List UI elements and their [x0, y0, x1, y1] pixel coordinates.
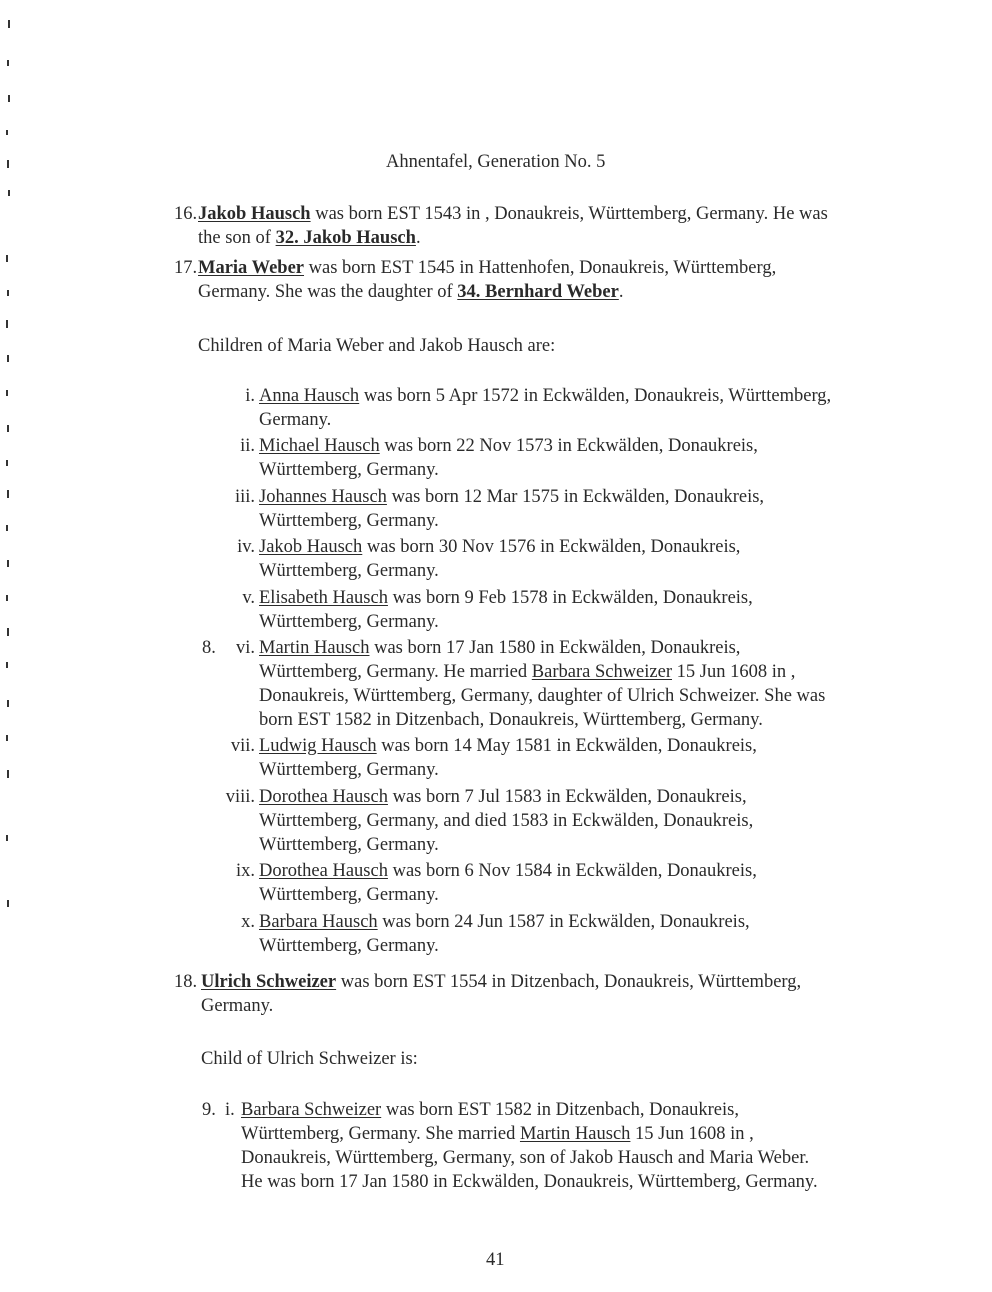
person-link[interactable]: Martin Hausch — [259, 638, 370, 658]
entry-number: 17. — [174, 258, 198, 278]
entry-18-line-2: Germany. — [201, 996, 274, 1016]
child-roman: x. — [241, 912, 255, 932]
person-link[interactable]: Jakob Hausch — [198, 204, 311, 224]
person-link[interactable]: Michael Hausch — [259, 436, 380, 456]
child-line: Württemberg, Germany. — [259, 760, 439, 780]
child-roman: i. — [245, 386, 255, 406]
person-link[interactable]: Jakob Hausch — [259, 537, 363, 557]
person-link[interactable]: Barbara Hausch — [259, 912, 378, 932]
person-link[interactable]: Anna Hausch — [259, 386, 360, 406]
person-link[interactable]: Maria Weber — [198, 258, 305, 278]
child-line: Württemberg, Germany. — [259, 511, 439, 531]
child-roman: vii. — [230, 736, 255, 756]
person-link[interactable]: Ludwig Hausch — [259, 736, 377, 756]
child-line: born EST 1582 in Ditzenbach, Donaukreis, Württemberg, Germany. — [259, 710, 763, 730]
child-line: Jakob Hausch was born 30 Nov 1576 in Eckwälden, Donaukreis, — [259, 537, 741, 557]
child-roman: v. — [242, 588, 255, 608]
child-roman: i. — [225, 1100, 235, 1120]
child-line: Dorothea Hausch was born 6 Nov 1584 in Eckwälden, Donaukreis, — [259, 861, 757, 881]
person-link[interactable]: Dorothea Hausch — [259, 787, 388, 807]
person-link[interactable]: Dorothea Hausch — [259, 861, 388, 881]
child-line: Donaukreis, Württemberg, Germany, daughter of Ulrich Schweizer. She was — [259, 686, 826, 706]
person-link[interactable]: Johannes Hausch — [259, 487, 387, 507]
parent-link[interactable]: 32. Jakob Hausch — [275, 228, 416, 248]
child-line: Württemberg, Germany. — [259, 885, 439, 905]
entry-number: 9. — [202, 1100, 216, 1120]
page-title: Ahnentafel, Generation No. 5 — [386, 152, 606, 172]
child-line: Johannes Hausch was born 12 Mar 1575 in Eckwälden, Donaukreis, — [259, 487, 765, 507]
child-line: Württemberg, Germany. He married Barbara Schweizer 15 Jun 1608 in , — [259, 662, 796, 682]
child-roman: viii. — [225, 787, 255, 807]
children-heading: Children of Maria Weber and Jakob Hausch are: — [198, 336, 556, 356]
entry-17-line-2: Germany. She was the daughter of 34. Bernhard Weber. — [198, 282, 624, 302]
child-line: Württemberg, Germany. — [259, 561, 439, 581]
page-number: 41 — [486, 1250, 505, 1270]
child-line: Elisabeth Hausch was born 9 Feb 1578 in Eckwälden, Donaukreis, — [259, 588, 753, 608]
child-line: Martin Hausch was born 17 Jan 1580 in Eckwälden, Donaukreis, — [259, 638, 741, 658]
child-line: Württemberg, Germany. — [259, 460, 439, 480]
child-roman: iv. — [237, 537, 255, 557]
person-link[interactable]: Barbara Schweizer — [241, 1100, 382, 1120]
child-roman: ii. — [240, 436, 255, 456]
child-roman: vi. — [235, 638, 255, 658]
child-line: Anna Hausch was born 5 Apr 1572 in Eckwälden, Donaukreis, Württemberg, — [259, 386, 832, 406]
child-roman: iii. — [234, 487, 255, 507]
child-line: Dorothea Hausch was born 7 Jul 1583 in Eckwälden, Donaukreis, — [259, 787, 747, 807]
child-line: Ludwig Hausch was born 14 May 1581 in Eckwälden, Donaukreis, — [259, 736, 757, 756]
child-line: Württemberg, Germany. — [259, 835, 439, 855]
spouse-link[interactable]: Barbara Schweizer — [531, 662, 672, 682]
entry-16-line-1: Jakob Hausch was born EST 1543 in , Donaukreis, Württemberg, Germany. He was — [198, 204, 828, 224]
entry-number: 16. — [174, 204, 198, 224]
child-line: Württemberg, Germany. — [259, 612, 439, 632]
child-line: He was born 17 Jan 1580 in Eckwälden, Donaukreis, Württemberg, Germany. — [241, 1172, 818, 1192]
child-line: Michael Hausch was born 22 Nov 1573 in Eckwälden, Donaukreis, — [259, 436, 758, 456]
child-line: Württemberg, Germany. She married Martin Hausch 15 Jun 1608 in , — [241, 1124, 754, 1144]
child-line: Württemberg, Germany. — [259, 936, 439, 956]
entry-18-line-1: Ulrich Schweizer was born EST 1554 in Ditzenbach, Donaukreis, Württemberg, — [201, 972, 802, 992]
child-line: Württemberg, Germany, and died 1583 in Eckwälden, Donaukreis, — [259, 811, 754, 831]
parent-link[interactable]: 34. Bernhard Weber — [457, 282, 619, 302]
child-line: Germany. — [259, 410, 332, 430]
child-line: Barbara Hausch was born 24 Jun 1587 in Eckwälden, Donaukreis, — [259, 912, 750, 932]
person-link[interactable]: Elisabeth Hausch — [259, 588, 388, 608]
child-roman: ix. — [235, 861, 255, 881]
spouse-link[interactable]: Martin Hausch — [519, 1124, 631, 1144]
child-line: Donaukreis, Württemberg, Germany, son of Jakob Hausch and Maria Weber. — [241, 1148, 810, 1168]
entry-number: 8. — [202, 638, 216, 658]
children-heading: Child of Ulrich Schweizer is: — [201, 1049, 418, 1069]
entry-17-line-1: Maria Weber was born EST 1545 in Hattenhofen, Donaukreis, Württemberg, — [198, 258, 777, 278]
entry-16-line-2: the son of 32. Jakob Hausch. — [198, 228, 421, 248]
child-line: Barbara Schweizer was born EST 1582 in Ditzenbach, Donaukreis, — [241, 1100, 739, 1120]
entry-number: 18. — [174, 972, 198, 992]
person-link[interactable]: Ulrich Schweizer — [201, 972, 337, 992]
